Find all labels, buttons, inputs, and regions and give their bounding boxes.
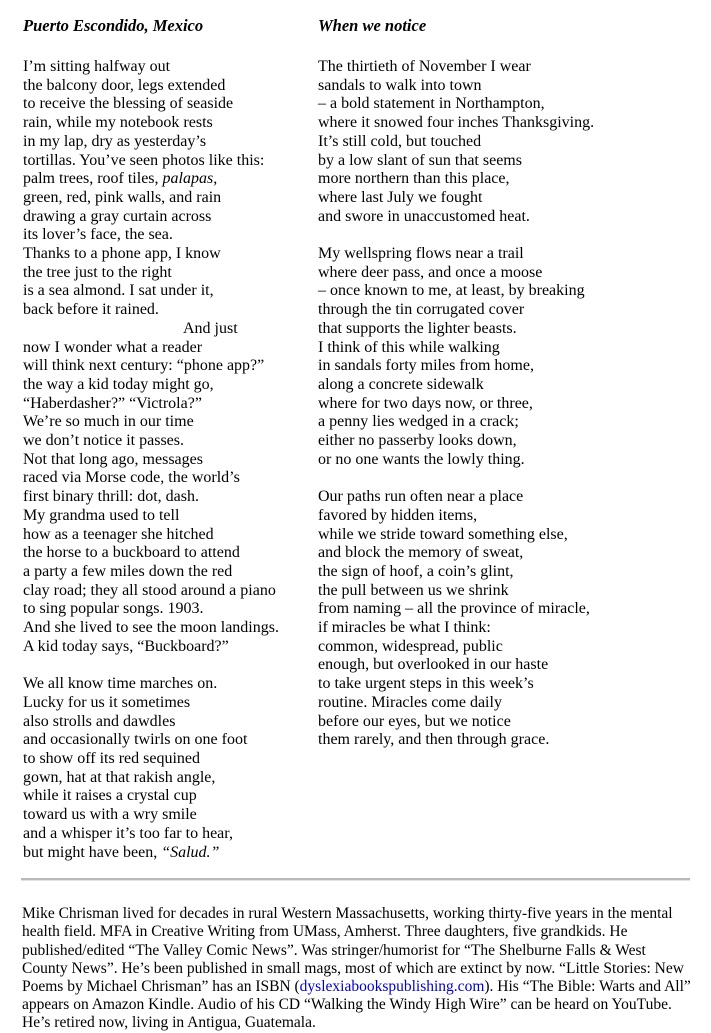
poem-line: – once known to me, at least, by breaking [318, 282, 585, 300]
poem-line: or no one wants the lowly thing. [318, 450, 525, 468]
poem-line: more northern than this place, [318, 170, 510, 188]
poem-line: And she lived to see the moon landings. [23, 619, 279, 637]
poem-line: if miracles be what I think: [318, 619, 491, 637]
poem-line: gown, hat at that rakish angle, [23, 768, 216, 786]
poem-line: will think next century: “phone app?” [23, 357, 265, 375]
poem-line: Thanks to a phone app, I know [23, 245, 221, 263]
stanza [23, 58, 318, 657]
poem-body-left [23, 58, 318, 862]
poem-line: I’m sitting halfway out [23, 58, 171, 75]
italic-text: palapas [162, 170, 214, 188]
poem-line: in sandals forty miles from home, [318, 357, 534, 375]
poem-line: A kid today says, “Buckboard?” [23, 637, 229, 655]
poem-line: Our paths run often near a place [318, 488, 524, 506]
poem-line: sandals to walk into town [318, 76, 482, 94]
poem-line: a penny lies wedged in a crack; [318, 413, 519, 431]
section-divider [21, 878, 690, 880]
poem-line: either no passerby looks down, [318, 432, 517, 450]
poem-line: the sign of hoof, a coin’s glint, [318, 562, 514, 580]
stanza [318, 58, 691, 226]
poem-line: Lucky for us it sometimes [23, 693, 191, 711]
poem-line: the horse to a buckboard to attend [23, 544, 240, 562]
poem-puerto-escondido [23, 16, 318, 862]
poem-line: My wellspring flows near a trail [318, 245, 524, 263]
poem-line: and block the memory of sweat, [318, 544, 524, 562]
plain-text: but might have been, [23, 843, 162, 861]
poem-line: the way a kid today might go, [23, 375, 214, 393]
poem-line: The thirtieth of November I wear [318, 58, 531, 75]
poem-body-right [318, 58, 691, 750]
poem-line: and swore in unaccustomed heat. [318, 207, 530, 225]
italic-text: “Salud.” [161, 843, 220, 861]
poem-line: green, red, pink walls, and rain [23, 188, 222, 206]
poem-line: to receive the blessing of seaside [23, 95, 234, 113]
poem-line: where for two days now, or three, [318, 394, 533, 412]
poem-line: where it snowed four inches Thanksgiving. [318, 114, 595, 132]
poem-line: I think of this while walking [318, 338, 500, 356]
poem-line: is a sea almond. I sat under it, [23, 282, 214, 300]
stanza [318, 488, 691, 750]
poem-line: where deer pass, and once a moose [318, 263, 543, 281]
poem-line: while we stride toward something else, [318, 525, 568, 543]
poem-line: My grandma used to tell [23, 506, 180, 524]
poem-line: Not that long ago, messages [23, 450, 203, 468]
poem-line: them rarely, and then through grace. [318, 731, 550, 749]
plain-text: palm trees, roof tiles, [23, 170, 163, 188]
plain-text: , [213, 170, 218, 188]
stanza [23, 675, 318, 862]
poem-line: in my lap, dry as yesterday’s [23, 132, 207, 150]
stanza [318, 245, 691, 469]
poem-line: routine. Miracles come daily [318, 693, 502, 711]
poem-line: we don’t notice it passes. [23, 432, 185, 450]
poem-line: first binary thrill: dot, dash. [23, 488, 199, 506]
poem-line: by a low slant of sun that seems [318, 151, 522, 169]
poem-line: and occasionally twirls on one foot [23, 731, 248, 749]
poem-line: enough, but overlooked in our haste [318, 656, 549, 674]
poem-line [23, 844, 318, 863]
poem-line: drawing a gray curtain across [23, 207, 212, 225]
poem-columns [23, 16, 691, 862]
poem-line: We all know time marches on. [23, 675, 218, 693]
poem-line: clay road; they all stood around a piano [23, 581, 276, 599]
poem-line: how as a teenager she hitched [23, 525, 214, 543]
author-bio: Mike Chrisman lived for decades in rural Western Massachusetts, working thirty-five years in the mental health field. MFA in Creative Writing from UMass, Amherst. Three daughters, five grandkids. He published/edited “The Valley Comic News”. Was stringer/humorist for “The Shelburne Falls & West County News”. He’s been published in small mags, most of which are extinct by now. “Little Stories: New Poems by Michael Chrisman” has an ISBN (dyslexiabookspublishing.com). His “The Bible: Warts and All” appears on Amazon Kindle. Audio of his CD “Walking the Windy High Wire” can be heard on YouTube. He’s retired now, living in Antigua, Guatemala. [22, 905, 691, 1032]
publisher-link[interactable]: dyslexiabookspublishing.com [299, 978, 485, 996]
poem-line: along a concrete sidewalk [318, 375, 484, 393]
poem-line: its lover’s face, the sea. [23, 226, 173, 244]
poem-line: raced via Morse code, the world’s [23, 469, 240, 487]
plain-text: And just [183, 319, 238, 337]
poem-line: the tree just to the right [23, 263, 172, 281]
poem-line: to take urgent steps in this week’s [318, 675, 534, 693]
poem-line: favored by hidden items, [318, 506, 478, 524]
poem-line: We’re so much in our time [23, 413, 194, 431]
poem-line: back before it rained. [23, 301, 159, 319]
poem-line: from naming – all the province of miracle, [318, 600, 590, 618]
poem-line: to show off its red sequined [23, 750, 201, 767]
poem-line: and a whisper it’s too far to hear, [23, 824, 233, 842]
poem-line: that supports the lighter beasts. [318, 319, 517, 337]
poem-line [23, 320, 318, 339]
poem-line: before our eyes, but we notice [318, 712, 511, 730]
poem-title-left: Puerto Escondido, Mexico [23, 16, 204, 35]
poem-line: It’s still cold, but touched [318, 132, 482, 150]
poem-line: while it raises a crystal cup [23, 787, 197, 805]
poem-line: rain, while my notebook rests [23, 114, 213, 132]
poem-line: a party a few miles down the red [23, 562, 233, 580]
poem-line: the pull between us we shrink [318, 581, 509, 599]
poem-line: tortillas. You’ve seen photos like this: [23, 151, 265, 169]
poem-line: – a bold statement in Northampton, [318, 95, 545, 113]
poem-line: also strolls and dawdles [23, 712, 176, 730]
poem-line: common, widespread, public [318, 637, 503, 655]
poem-line: toward us with a wry smile [23, 806, 197, 824]
poem-title-right: When we notice [318, 16, 427, 35]
poem-line: to sing popular songs. 1903. [23, 600, 204, 618]
poem-line: where last July we fought [318, 188, 483, 206]
poem-line [23, 170, 318, 189]
poem-when-we-notice [318, 16, 691, 750]
poem-line: the balcony door, legs extended [23, 76, 226, 94]
poem-line: “Haberdasher?” “Victrola?” [23, 394, 202, 412]
poem-line: now I wonder what a reader [23, 338, 203, 356]
poem-line: through the tin corrugated cover [318, 301, 525, 319]
